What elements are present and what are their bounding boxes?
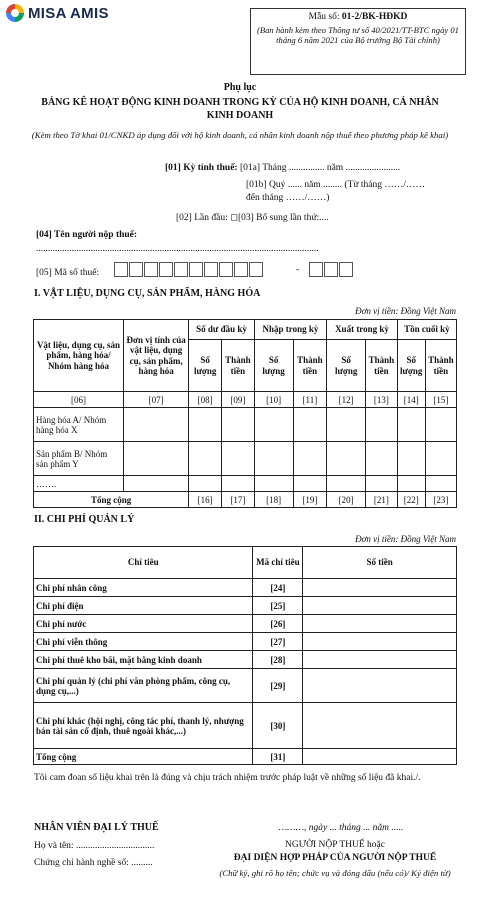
- tax-code-dash: -: [296, 265, 300, 275]
- table-row: Chi phí điện [25]: [34, 597, 457, 615]
- tax-code-label: [05] Mã số thuế:: [36, 268, 100, 278]
- declaration-text: Tôi cam đoan số liệu khai trên là đúng và chịu trách nhiệm trước pháp luật về những số liệu đã khai./.: [34, 773, 421, 783]
- col-tt: Thành tiền: [425, 340, 456, 392]
- col-closing: Tồn cuối kỳ: [397, 320, 456, 340]
- tax-period-quarter: [01b] Quý ...... năm ........ (Từ tháng ……/……: [246, 180, 426, 190]
- form-code: Mẫu số: 01-2/BK-HĐKD: [308, 12, 408, 22]
- table-row: Sản phẩm B/ Nhóm sản phẩm Y: [34, 442, 457, 476]
- total-row: Tổng cộng [31]: [34, 749, 457, 765]
- table-row: Hàng hóa A/ Nhóm hàng hóa X: [34, 408, 457, 442]
- table-row: Chi phí khác (hội nghị, công tác phí, thanh lý, nhượng bán tài sản cố định, thuê ngoài khác,...) [30]: [34, 703, 457, 749]
- logo-text: MISA AMIS: [28, 4, 109, 22]
- taxpayer-name-label: [04] Tên người nộp thuế:: [36, 230, 138, 240]
- section-1-heading: I. VẬT LIỆU, DỤNG CỤ, SẢN PHẨM, HÀNG HÓA: [34, 288, 261, 299]
- col-sl: Số lượng: [254, 340, 293, 392]
- payer-note: (Chữ ký, ghi rõ họ tên; chức vụ và đóng dấu (nếu có)/ Ký điện tử): [219, 868, 451, 878]
- tax-period-quarter-end: đến tháng ……/……): [246, 193, 330, 203]
- form-code-note: (Ban hành kèm theo Thông tư số 40/2021/TT-BTC ngày 01 tháng 6 năm 2021 của Bộ trưởng Bộ Tài chính): [257, 25, 459, 46]
- total-row: Tổng cộng [16] [17] [18] [19] [20] [21] [22] [23]: [34, 492, 457, 508]
- misa-logo-icon: [6, 4, 24, 22]
- table-row: Chi phí nước [26]: [34, 615, 457, 633]
- misa-amis-logo: [6, 4, 109, 22]
- agent-title: NHÂN VIÊN ĐẠI LÝ THUẾ: [34, 822, 159, 833]
- agent-name[interactable]: Họ và tên: .................................: [34, 841, 155, 851]
- col-ma-chi-tieu: Mã chỉ tiêu: [253, 547, 303, 579]
- payer-title-2: ĐẠI DIỆN HỢP PHÁP CỦA NGƯỜI NỘP THUẾ: [233, 853, 437, 863]
- col-export: Xuất trong kỳ: [327, 320, 398, 340]
- col-tt: Thành tiền: [366, 340, 398, 392]
- tax-period-line: [01] Kỳ tính thuế: [01a] Tháng ............... năm .......................: [165, 163, 401, 173]
- col-unit: Đơn vị tính của vật liệu, dụng cụ, sản phẩm, hàng hóa: [123, 320, 188, 392]
- col-sl: Số lượng: [397, 340, 425, 392]
- col-sl: Số lượng: [327, 340, 366, 392]
- phu-luc-heading: Phụ lục: [223, 82, 257, 93]
- col-materials: Vật liệu, dụng cụ, sản phẩm, hàng hóa/ Nhóm hàng hóa: [34, 320, 124, 392]
- tax-code-suffix-boxes[interactable]: [309, 262, 354, 277]
- col-tt: Thành tiền: [293, 340, 327, 392]
- section-2-unit: Đơn vị tiền: Đồng Việt Nam: [355, 534, 456, 544]
- table-row: …….: [34, 476, 457, 492]
- document-title: BẢNG KÊ HOẠT ĐỘNG KINH DOANH TRONG KỲ CỦA HỘ KINH DOANH, CÁ NHÂN KINH DOANH: [41, 97, 439, 121]
- col-so-tien: Số tiền: [303, 547, 457, 579]
- section-1-unit: Đơn vị tiền: Đồng Việt Nam: [355, 306, 456, 316]
- col-tt: Thành tiền: [222, 340, 255, 392]
- sign-date: ………, ngày ... tháng ... năm .....: [278, 823, 404, 833]
- payer-title-1: NGƯỜI NỘP THUẾ hoặc: [285, 840, 385, 850]
- section-2-heading: II. CHI PHÍ QUẢN LÝ: [34, 514, 135, 525]
- taxpayer-name-dots: .......................................................................................................................: [36, 244, 319, 254]
- table-row: Chi phí viễn thông [27]: [34, 633, 457, 651]
- table-row: Chi phí thuê kho bãi, mặt bằng kinh doanh [28]: [34, 651, 457, 669]
- tax-code-boxes[interactable]: [114, 262, 264, 277]
- col-sl: Số lượng: [189, 340, 222, 392]
- document-subtitle: (Kèm theo Tờ khai 01/CNKD áp dụng đối với hộ kinh doanh, cá nhân kinh doanh nộp thuế theo phương pháp kê khai): [31, 130, 449, 140]
- management-costs-table: [33, 546, 457, 765]
- table-row: Chi phí nhân công [24]: [34, 579, 457, 597]
- codes-row: [06] [07] [08] [09] [10] [11] [12] [13] [14] [15]: [34, 392, 457, 408]
- form-code-box: [250, 8, 466, 75]
- materials-table: [33, 319, 457, 508]
- col-import: Nhập trong kỳ: [254, 320, 327, 340]
- agent-certificate[interactable]: Chứng chỉ hành nghề số: .........: [34, 858, 153, 868]
- table-row: Chi phí quản lý (chi phí văn phòng phẩm, công cụ, dụng cụ,...) [29]: [34, 669, 457, 703]
- submission-type: [02] Lần đầu: ◻[03] Bổ sung lần thứ:....: [176, 213, 329, 223]
- col-chi-tieu: Chỉ tiêu: [34, 547, 253, 579]
- col-opening: Số dư đầu kỳ: [189, 320, 254, 340]
